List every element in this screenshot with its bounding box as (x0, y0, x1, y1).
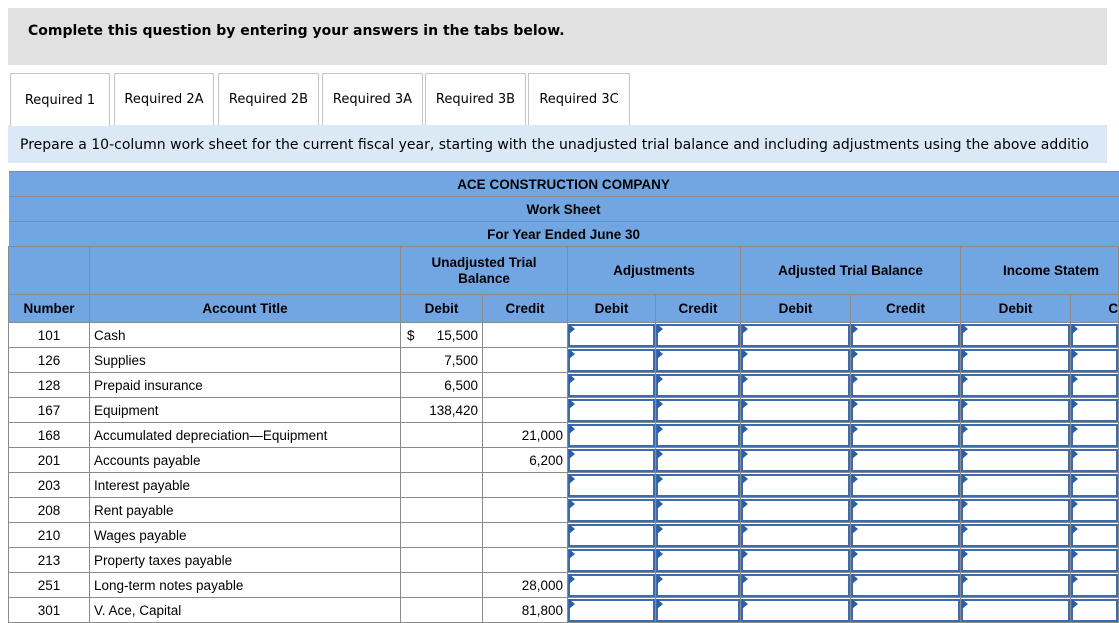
adj-credit-input[interactable] (656, 549, 740, 572)
group-income-statement: Income Statem (961, 247, 1119, 295)
atb-debit-input[interactable] (741, 349, 850, 372)
adj-credit-input[interactable] (656, 324, 740, 347)
atb-debit-cell (741, 573, 851, 598)
is-debit-cell (961, 523, 1071, 548)
account-title: Interest payable (90, 473, 401, 498)
col-atb-debit: Debit (741, 295, 851, 323)
account-number: 213 (9, 548, 90, 573)
atb-credit-cell (851, 473, 961, 498)
is-credit-input[interactable] (1071, 474, 1118, 497)
utb-debit-value: 7,500 (444, 352, 478, 368)
adj-debit-input[interactable] (568, 524, 655, 547)
atb-credit-cell (851, 498, 961, 523)
utb-credit-value: 28,000 (521, 577, 563, 593)
atb-credit-input[interactable] (851, 324, 960, 347)
atb-credit-input[interactable] (851, 449, 960, 472)
sheet-period: For Year Ended June 30 (9, 222, 1119, 247)
sheet-title: Work Sheet (9, 197, 1119, 222)
work-sheet-table (8, 171, 1119, 623)
is-credit-input[interactable] (1071, 349, 1118, 372)
is-debit-input[interactable] (961, 449, 1070, 472)
adj-credit-input[interactable] (656, 474, 740, 497)
adj-debit-cell (568, 473, 656, 498)
instructions-banner (8, 8, 1107, 65)
is-credit-input[interactable] (1071, 374, 1118, 397)
atb-credit-cell (851, 448, 961, 473)
adj-credit-cell (656, 598, 741, 623)
atb-debit-cell (741, 323, 851, 348)
group-blank-number (9, 247, 90, 295)
group-unadjusted-line1: Unadjusted Trial (431, 254, 537, 270)
currency-symbol: $ (407, 327, 415, 343)
is-credit-input[interactable] (1071, 399, 1118, 422)
atb-credit-cell (851, 548, 961, 573)
table-row (9, 423, 1119, 448)
is-debit-cell (961, 398, 1071, 423)
utb-credit-cell (483, 498, 568, 523)
utb-debit-cell (401, 548, 483, 573)
adj-debit-cell (568, 423, 656, 448)
is-debit-cell (961, 348, 1071, 373)
work-sheet (8, 171, 1119, 618)
utb-debit-value: 138,420 (429, 402, 478, 418)
adj-credit-cell (656, 498, 741, 523)
account-title: Rent payable (90, 498, 401, 523)
adj-debit-input[interactable] (568, 499, 655, 522)
is-debit-input[interactable] (961, 599, 1070, 622)
atb-credit-input[interactable] (851, 524, 960, 547)
col-atb-credit: Credit (851, 295, 961, 323)
adj-debit-input[interactable] (568, 399, 655, 422)
atb-debit-cell (741, 348, 851, 373)
table-row (9, 548, 1119, 573)
account-title: Cash (90, 323, 401, 348)
is-credit-cell (1071, 348, 1119, 373)
adj-debit-cell (568, 348, 656, 373)
is-credit-cell (1071, 473, 1119, 498)
account-number: 128 (9, 373, 90, 398)
adj-debit-cell (568, 548, 656, 573)
is-credit-cell (1071, 423, 1119, 448)
atb-debit-cell (741, 448, 851, 473)
account-number: 203 (9, 473, 90, 498)
adj-credit-input[interactable] (656, 349, 740, 372)
is-debit-input[interactable] (961, 574, 1070, 597)
adj-credit-input[interactable] (656, 449, 740, 472)
adj-debit-cell (568, 523, 656, 548)
atb-debit-input[interactable] (741, 499, 850, 522)
is-credit-cell (1071, 448, 1119, 473)
is-debit-cell (961, 423, 1071, 448)
adj-credit-input[interactable] (656, 399, 740, 422)
atb-debit-input[interactable] (741, 524, 850, 547)
is-debit-cell (961, 548, 1071, 573)
utb-credit-cell (483, 573, 568, 598)
atb-debit-cell (741, 598, 851, 623)
utb-credit-cell (483, 398, 568, 423)
atb-credit-cell (851, 523, 961, 548)
is-debit-input[interactable] (961, 349, 1070, 372)
is-credit-input[interactable] (1071, 324, 1118, 347)
is-credit-input[interactable] (1071, 574, 1118, 597)
adj-debit-cell (568, 448, 656, 473)
adj-credit-cell (656, 448, 741, 473)
is-debit-input[interactable] (961, 499, 1070, 522)
is-credit-cell (1071, 573, 1119, 598)
atb-credit-input[interactable] (851, 574, 960, 597)
tab-required-3c[interactable]: Required 3C (528, 73, 630, 125)
is-debit-cell (961, 323, 1071, 348)
atb-credit-input[interactable] (851, 399, 960, 422)
is-debit-input[interactable] (961, 374, 1070, 397)
utb-debit-cell (401, 473, 483, 498)
table-row (9, 373, 1119, 398)
is-debit-input[interactable] (961, 524, 1070, 547)
account-number: 168 (9, 423, 90, 448)
table-row (9, 473, 1119, 498)
utb-debit-cell (401, 373, 483, 398)
atb-credit-input[interactable] (851, 549, 960, 572)
company-name: ACE CONSTRUCTION COMPANY (9, 172, 1119, 197)
atb-debit-cell (741, 498, 851, 523)
adj-debit-input[interactable] (568, 599, 655, 622)
instruction-text: Prepare a 10-column work sheet for the current fiscal year, starting with the unadjusted trial balance and including adjustments using the above additio (20, 137, 1089, 153)
group-blank-account (90, 247, 401, 295)
col-adj-debit: Debit (568, 295, 656, 323)
atb-credit-cell (851, 323, 961, 348)
atb-debit-cell (741, 473, 851, 498)
is-credit-cell (1071, 598, 1119, 623)
account-number: 167 (9, 398, 90, 423)
utb-credit-cell (483, 423, 568, 448)
atb-debit-input[interactable] (741, 424, 850, 447)
adj-debit-input[interactable] (568, 374, 655, 397)
is-debit-cell (961, 598, 1071, 623)
account-title: V. Ace, Capital (90, 598, 401, 623)
col-is-debit: Debit (961, 295, 1071, 323)
is-credit-input[interactable] (1071, 599, 1118, 622)
table-row (9, 323, 1119, 348)
account-title: Prepaid insurance (90, 373, 401, 398)
utb-debit-cell (401, 448, 483, 473)
is-credit-input[interactable] (1071, 424, 1118, 447)
tab-required-3a[interactable]: Required 3A (322, 73, 423, 125)
utb-debit-value: 15,500 (436, 327, 478, 343)
adj-credit-cell (656, 373, 741, 398)
is-credit-cell (1071, 323, 1119, 348)
utb-credit-cell (483, 548, 568, 573)
atb-debit-input[interactable] (741, 374, 850, 397)
is-debit-input[interactable] (961, 399, 1070, 422)
atb-credit-input[interactable] (851, 374, 960, 397)
adj-debit-cell (568, 323, 656, 348)
is-credit-cell (1071, 398, 1119, 423)
atb-debit-cell (741, 548, 851, 573)
account-number: 210 (9, 523, 90, 548)
adj-credit-input[interactable] (656, 599, 740, 622)
atb-credit-input[interactable] (851, 349, 960, 372)
atb-credit-cell (851, 598, 961, 623)
group-unadjusted-trial-balance (401, 247, 568, 295)
col-account-title: Account Title (90, 295, 401, 323)
is-credit-cell (1071, 498, 1119, 523)
adj-debit-input[interactable] (568, 574, 655, 597)
adj-debit-input[interactable] (568, 424, 655, 447)
atb-debit-input[interactable] (741, 549, 850, 572)
adj-debit-input[interactable] (568, 349, 655, 372)
adj-debit-input[interactable] (568, 549, 655, 572)
adj-credit-input[interactable] (656, 574, 740, 597)
atb-debit-input[interactable] (741, 574, 850, 597)
atb-credit-input[interactable] (851, 499, 960, 522)
group-adjusted-trial-balance: Adjusted Trial Balance (741, 247, 961, 295)
account-title: Equipment (90, 398, 401, 423)
is-credit-input[interactable] (1071, 499, 1118, 522)
atb-debit-cell (741, 373, 851, 398)
adj-credit-input[interactable] (656, 424, 740, 447)
account-number: 126 (9, 348, 90, 373)
is-debit-input[interactable] (961, 324, 1070, 347)
account-title: Wages payable (90, 523, 401, 548)
utb-credit-value: 6,200 (529, 452, 563, 468)
is-debit-input[interactable] (961, 474, 1070, 497)
account-title: Accounts payable (90, 448, 401, 473)
atb-debit-cell (741, 423, 851, 448)
tab-required-2a[interactable]: Required 2A (114, 73, 214, 125)
atb-debit-cell (741, 523, 851, 548)
is-debit-input[interactable] (961, 549, 1070, 572)
is-credit-cell (1071, 373, 1119, 398)
atb-credit-input[interactable] (851, 599, 960, 622)
utb-credit-cell (483, 373, 568, 398)
atb-credit-cell (851, 423, 961, 448)
utb-credit-value: 21,000 (521, 427, 563, 443)
utb-credit-cell (483, 473, 568, 498)
table-row (9, 598, 1119, 623)
adj-debit-cell (568, 573, 656, 598)
banner-text: Complete this question by entering your answers in the tabs below. (28, 23, 565, 39)
adj-debit-cell (568, 598, 656, 623)
utb-debit-cell (401, 398, 483, 423)
utb-debit-cell (401, 523, 483, 548)
is-debit-cell (961, 498, 1071, 523)
adj-credit-input[interactable] (656, 499, 740, 522)
work-sheet-rows (9, 323, 1119, 623)
utb-credit-cell (483, 523, 568, 548)
utb-credit-cell (483, 598, 568, 623)
adj-credit-cell (656, 423, 741, 448)
table-row (9, 498, 1119, 523)
account-title: Property taxes payable (90, 548, 401, 573)
col-utb-credit: Credit (483, 295, 568, 323)
account-number: 301 (9, 598, 90, 623)
is-credit-input[interactable] (1071, 549, 1118, 572)
atb-credit-cell (851, 373, 961, 398)
group-adjustments: Adjustments (568, 247, 741, 295)
utb-credit-cell (483, 323, 568, 348)
atb-debit-cell (741, 398, 851, 423)
atb-credit-cell (851, 348, 961, 373)
is-debit-cell (961, 448, 1071, 473)
is-debit-cell (961, 473, 1071, 498)
account-number: 201 (9, 448, 90, 473)
is-debit-cell (961, 573, 1071, 598)
account-title: Long-term notes payable (90, 573, 401, 598)
is-credit-input[interactable] (1071, 524, 1118, 547)
adj-credit-input[interactable] (656, 374, 740, 397)
atb-debit-input[interactable] (741, 449, 850, 472)
atb-credit-input[interactable] (851, 474, 960, 497)
adj-debit-input[interactable] (568, 449, 655, 472)
table-row (9, 398, 1119, 423)
adj-debit-cell (568, 373, 656, 398)
utb-debit-cell (401, 598, 483, 623)
adj-credit-cell (656, 573, 741, 598)
adj-credit-cell (656, 348, 741, 373)
account-number: 101 (9, 323, 90, 348)
adj-credit-input[interactable] (656, 524, 740, 547)
adj-debit-input[interactable] (568, 474, 655, 497)
table-row (9, 573, 1119, 598)
adj-credit-cell (656, 548, 741, 573)
account-number: 208 (9, 498, 90, 523)
atb-credit-input[interactable] (851, 424, 960, 447)
col-is-credit: C (1071, 295, 1119, 323)
atb-debit-input[interactable] (741, 599, 850, 622)
question-instruction (8, 125, 1107, 163)
tab-required-3b[interactable]: Required 3B (425, 73, 526, 125)
group-unadjusted-line2: Balance (458, 270, 510, 286)
atb-debit-input[interactable] (741, 474, 850, 497)
adj-credit-cell (656, 398, 741, 423)
utb-debit-cell (401, 423, 483, 448)
is-credit-cell (1071, 548, 1119, 573)
atb-debit-input[interactable] (741, 399, 850, 422)
utb-debit-cell (401, 348, 483, 373)
utb-debit-cell (401, 573, 483, 598)
utb-debit-value: 6,500 (444, 377, 478, 393)
col-number: Number (9, 295, 90, 323)
atb-credit-cell (851, 398, 961, 423)
account-number: 251 (9, 573, 90, 598)
utb-debit-cell (401, 323, 483, 348)
utb-credit-cell (483, 348, 568, 373)
adj-debit-input[interactable] (568, 324, 655, 347)
atb-credit-cell (851, 573, 961, 598)
col-adj-credit: Credit (656, 295, 741, 323)
is-debit-input[interactable] (961, 424, 1070, 447)
utb-credit-cell (483, 448, 568, 473)
adj-credit-cell (656, 473, 741, 498)
utb-credit-value: 81,800 (521, 602, 563, 618)
table-row (9, 523, 1119, 548)
tab-required-1[interactable]: Required 1 (10, 73, 110, 126)
adj-debit-cell (568, 398, 656, 423)
col-utb-debit: Debit (401, 295, 483, 323)
adj-debit-cell (568, 498, 656, 523)
is-credit-cell (1071, 523, 1119, 548)
adj-credit-cell (656, 523, 741, 548)
adj-credit-cell (656, 323, 741, 348)
account-title: Supplies (90, 348, 401, 373)
atb-debit-input[interactable] (741, 324, 850, 347)
is-credit-input[interactable] (1071, 449, 1118, 472)
account-title: Accumulated depreciation—Equipment (90, 423, 401, 448)
table-row (9, 448, 1119, 473)
is-debit-cell (961, 373, 1071, 398)
tab-required-2b[interactable]: Required 2B (218, 73, 319, 125)
table-row (9, 348, 1119, 373)
utb-debit-cell (401, 498, 483, 523)
